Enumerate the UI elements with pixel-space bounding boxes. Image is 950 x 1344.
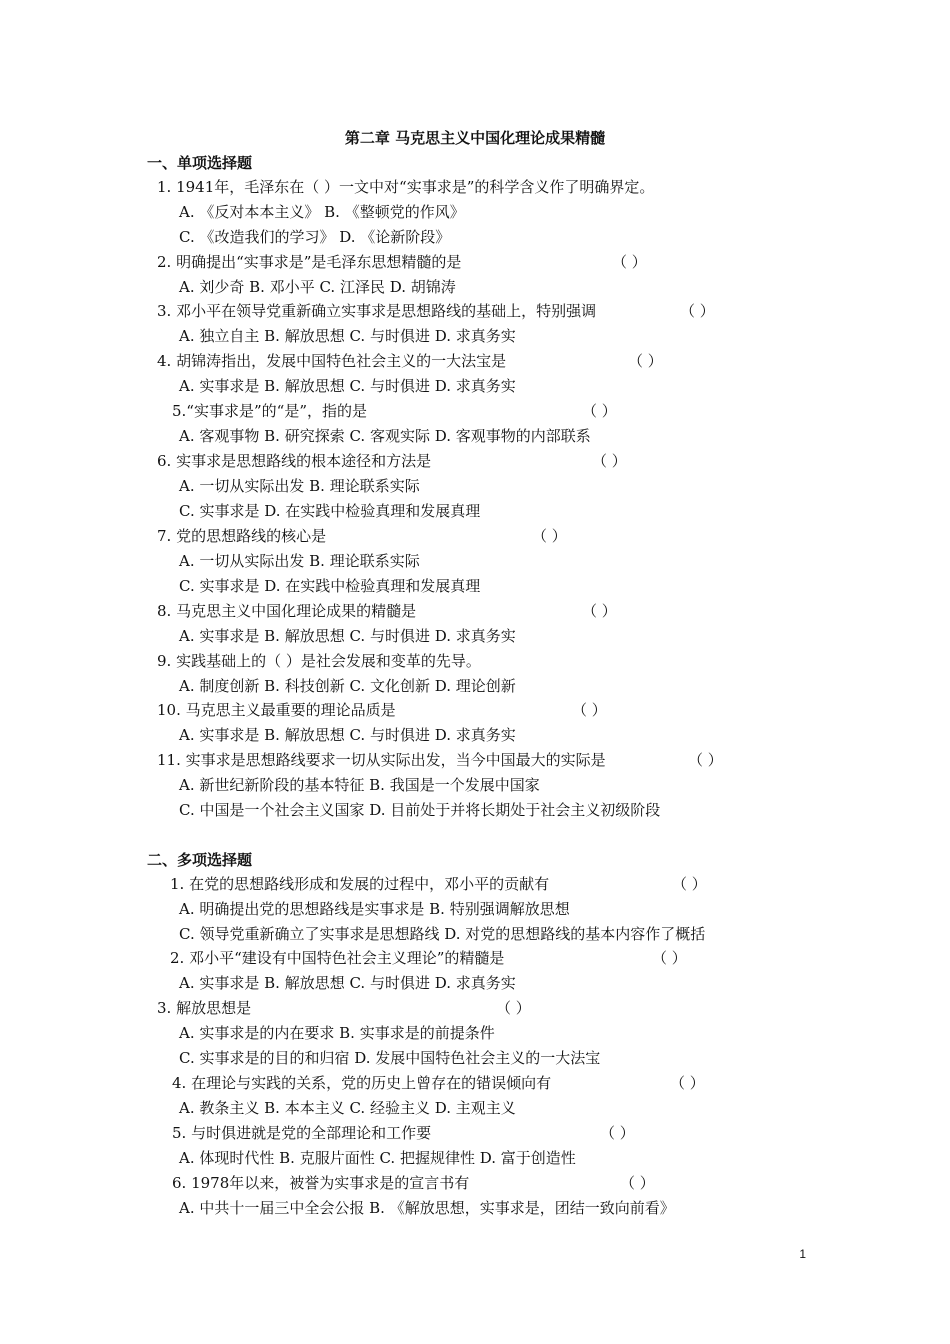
question-options: A. 实事求是 B. 解放思想 C. 与时俱进 D. 求真务实 [179, 627, 516, 645]
question-options: C. 领导党重新确立了实事求是思想路线 D. 对党的思想路线的基本内容作了概括 [179, 925, 706, 943]
answer-paren[interactable]: （ ） [672, 875, 707, 893]
question-options: A. 一切从实际出发 B. 理论联系实际 [179, 552, 420, 570]
answer-paren[interactable]: （ ） [532, 527, 567, 545]
question-stem: 3. 解放思想是 [157, 999, 252, 1017]
answer-paren[interactable]: （ ） [592, 452, 627, 470]
question-stem: 2. 明确提出“实事求是”是毛泽东思想精髓的是 [157, 253, 462, 271]
question-options: A. 实事求是 B. 解放思想 C. 与时俱进 D. 求真务实 [179, 974, 516, 992]
question-options: A. 独立自主 B. 解放思想 C. 与时俱进 D. 求真务实 [179, 327, 516, 345]
page-number: 1 [799, 1247, 806, 1261]
chapter-title: 第二章 马克思主义中国化理论成果精髓 [344, 129, 606, 147]
question-stem: 8. 马克思主义中国化理论成果的精髓是 [157, 602, 417, 620]
question-options: C. 实事求是 D. 在实践中检验真理和发展真理 [179, 577, 481, 595]
question-options: A. 《反对本本主义》 B. 《整顿党的作风》 [179, 203, 465, 221]
answer-paren[interactable]: （ ） [496, 999, 531, 1017]
question-options: C. 中国是一个社会主义国家 D. 目前处于并将长期处于社会主义初级阶段 [179, 801, 661, 819]
question-options: A. 教条主义 B. 本本主义 C. 经验主义 D. 主观主义 [179, 1099, 516, 1117]
section-heading-multiple-choice: 二、多项选择题 [147, 851, 253, 869]
question-options: A. 实事求是 B. 解放思想 C. 与时俱进 D. 求真务实 [179, 726, 516, 744]
answer-paren[interactable]: （ ） [612, 253, 647, 271]
question-options: A. 一切从实际出发 B. 理论联系实际 [179, 477, 420, 495]
answer-paren[interactable]: （ ） [688, 751, 723, 769]
answer-paren[interactable]: （ ） [600, 1124, 635, 1142]
question-stem: 1. 1941年，毛泽东在（ ）一文中对“实事求是”的科学含义作了明确界定。 [157, 178, 655, 196]
answer-paren[interactable]: （ ） [652, 949, 687, 967]
question-options: C. 实事求是 D. 在实践中检验真理和发展真理 [179, 502, 481, 520]
answer-paren[interactable]: （ ） [628, 352, 663, 370]
question-options: A. 实事求是的内在要求 B. 实事求是的前提条件 [179, 1024, 495, 1042]
question-stem: 6. 实事求是思想路线的根本途径和方法是 [157, 452, 432, 470]
question-options: A. 中共十一届三中全会公报 B. 《解放思想，实事求是，团结一致向前看》 [179, 1199, 675, 1217]
question-stem: 5. 与时俱进就是党的全部理论和工作要 [172, 1124, 432, 1142]
question-stem: 6. 1978年以来，被誉为实事求是的宣言书有 [172, 1174, 470, 1192]
question-stem: 1. 在党的思想路线形成和发展的过程中，邓小平的贡献有 [170, 875, 550, 893]
question-stem: 4. 胡锦涛指出，发展中国特色社会主义的一大法宝是 [157, 352, 507, 370]
question-stem: 9. 实践基础上的（ ）是社会发展和变革的先导。 [157, 652, 481, 670]
question-stem: 7. 党的思想路线的核心是 [157, 527, 327, 545]
question-stem: 11. 实事求是思想路线要求一切从实际出发，当今中国最大的实际是 [157, 751, 606, 769]
question-options: A. 体现时代性 B. 克服片面性 C. 把握规律性 D. 富于创造性 [179, 1149, 576, 1167]
question-stem: 2. 邓小平“建设有中国特色社会主义理论”的精髓是 [170, 949, 505, 967]
question-options: C. 《改造我们的学习》 D. 《论新阶段》 [179, 228, 451, 246]
section-heading-single-choice: 一、单项选择题 [147, 154, 253, 172]
question-options: A. 客观事物 B. 研究探索 C. 客观实际 D. 客观事物的内部联系 [179, 427, 591, 445]
answer-paren[interactable]: （ ） [572, 701, 607, 719]
question-stem: 5.“实事求是”的“是”，指的是 [172, 402, 367, 420]
answer-paren[interactable]: （ ） [582, 602, 617, 620]
answer-paren[interactable]: （ ） [670, 1074, 705, 1092]
answer-paren[interactable]: （ ） [582, 402, 617, 420]
question-options: A. 制度创新 B. 科技创新 C. 文化创新 D. 理论创新 [179, 677, 516, 695]
question-options: A. 刘少奇 B. 邓小平 C. 江泽民 D. 胡锦涛 [179, 278, 456, 296]
answer-paren[interactable]: （ ） [620, 1174, 655, 1192]
question-options: A. 明确提出党的思想路线是实事求是 B. 特别强调解放思想 [179, 900, 570, 918]
question-stem: 4. 在理论与实践的关系，党的历史上曾存在的错误倾向有 [172, 1074, 552, 1092]
answer-paren[interactable]: （ ） [680, 302, 715, 320]
question-stem: 10. 马克思主义最重要的理论品质是 [157, 701, 396, 719]
question-options: C. 实事求是的目的和归宿 D. 发展中国特色社会主义的一大法宝 [179, 1049, 601, 1067]
question-stem: 3. 邓小平在领导党重新确立实事求是思想路线的基础上，特别强调 [157, 302, 597, 320]
question-options: A. 新世纪新阶段的基本特征 B. 我国是一个发展中国家 [179, 776, 540, 794]
question-options: A. 实事求是 B. 解放思想 C. 与时俱进 D. 求真务实 [179, 377, 516, 395]
